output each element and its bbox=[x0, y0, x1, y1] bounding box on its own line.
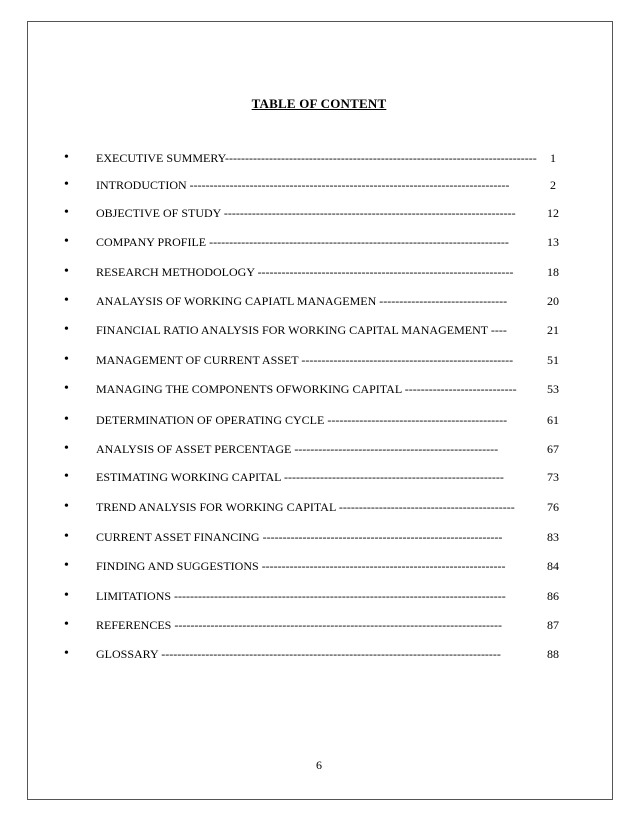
toc-entry-title: EXECUTIVE SUMMERY bbox=[96, 151, 226, 165]
toc-entry-page: 12 bbox=[547, 206, 559, 220]
bullet-icon: • bbox=[64, 558, 69, 573]
bullet-icon: • bbox=[64, 441, 69, 456]
toc-entry bbox=[64, 293, 564, 309]
toc-entry-title: INTRODUCTION bbox=[96, 178, 190, 192]
toc-entry-title: MANAGING THE COMPONENTS OFWORKING CAPITAL bbox=[96, 382, 405, 396]
bullet-icon: • bbox=[64, 293, 69, 308]
toc-entry bbox=[64, 499, 564, 515]
bullet-icon: • bbox=[64, 529, 69, 544]
toc-entry bbox=[64, 264, 564, 280]
toc-entry-line bbox=[96, 234, 551, 250]
toc-entry-page: 1 bbox=[550, 151, 556, 165]
bullet-icon: • bbox=[64, 234, 69, 249]
toc-entry-title: RESEARCH METHODOLOGY bbox=[96, 265, 258, 279]
toc-entry-page: 84 bbox=[547, 559, 559, 573]
toc-entry bbox=[64, 234, 564, 250]
toc-entry bbox=[64, 646, 564, 662]
toc-entry-line bbox=[96, 177, 551, 193]
toc-entry-leader: ---------------------------------------------------------------------------------- bbox=[174, 618, 503, 632]
toc-entry-line bbox=[96, 529, 551, 545]
bullet-icon: • bbox=[64, 412, 69, 427]
toc-entry-leader: -------------------------------------------------------------------------------- bbox=[189, 178, 510, 192]
toc-entry-page: 86 bbox=[547, 589, 559, 603]
toc-entry-line bbox=[96, 441, 551, 457]
toc-entry-leader: ------------------------------------------------------------ bbox=[262, 530, 503, 544]
toc-entry-title: ANALAYSIS OF WORKING CAPIATL MANAGEMEN bbox=[96, 294, 380, 308]
bullet-icon: • bbox=[64, 205, 69, 220]
toc-entry-title: REFERENCES bbox=[96, 618, 175, 632]
toc-entry bbox=[64, 529, 564, 545]
bullet-icon: • bbox=[64, 499, 69, 514]
toc-entry-leader: -------------------------------- bbox=[379, 294, 508, 308]
toc-entry-line bbox=[96, 264, 551, 280]
toc-entry bbox=[64, 412, 564, 428]
toc-entry-line bbox=[96, 646, 551, 662]
toc-entry-line bbox=[96, 205, 551, 221]
toc-entry-line bbox=[96, 352, 551, 368]
toc-entry-leader: ---------------------------------------------------------------- bbox=[257, 265, 514, 279]
toc-entry-leader: ------------------------------------------------------------------------------------- bbox=[161, 647, 501, 661]
toc-entry-title: DETERMINATION OF OPERATING CYCLE bbox=[96, 413, 328, 427]
toc-entry-page: 67 bbox=[547, 442, 559, 456]
toc-entry-leader: ---------------------------- bbox=[404, 382, 517, 396]
toc-entry-page: 21 bbox=[547, 323, 559, 337]
toc-entry-line bbox=[96, 150, 551, 166]
bullet-icon: • bbox=[64, 264, 69, 279]
toc-entry-line bbox=[96, 293, 551, 309]
toc-entry-leader: --------------------------------------------- bbox=[327, 413, 508, 427]
bullet-icon: • bbox=[64, 588, 69, 603]
toc-title: TABLE OF CONTENT bbox=[251, 96, 387, 111]
page-border bbox=[27, 21, 613, 800]
toc-entry-leader: ----------------------------------------------------------------------------------- bbox=[174, 589, 506, 603]
toc-entry bbox=[64, 558, 564, 574]
toc-entry-page: 73 bbox=[547, 470, 559, 484]
page-number: 6 bbox=[316, 758, 322, 772]
bullet-icon: • bbox=[64, 646, 69, 661]
toc-entry-line bbox=[96, 469, 551, 485]
bullet-icon: • bbox=[64, 150, 69, 165]
toc-entry-title: ESTIMATING WORKING CAPITAL bbox=[96, 470, 285, 484]
toc-entry-page: 87 bbox=[547, 618, 559, 632]
toc-entry-leader: ---- bbox=[490, 323, 507, 337]
toc-entry-page: 53 bbox=[547, 382, 559, 396]
toc-entry-page: 76 bbox=[547, 500, 559, 514]
toc-entry-title: GLOSSARY bbox=[96, 647, 162, 661]
toc-entry-line bbox=[96, 617, 551, 633]
bullet-icon: • bbox=[64, 352, 69, 367]
toc-entry-page: 2 bbox=[550, 178, 556, 192]
toc-entry bbox=[64, 469, 564, 485]
toc-entry bbox=[64, 381, 564, 397]
toc-entry bbox=[64, 352, 564, 368]
toc-entry-title: TREND ANALYSIS FOR WORKING CAPITAL bbox=[96, 500, 339, 514]
toc-entry-leader: --------------------------------------------------- bbox=[294, 442, 499, 456]
toc-entry bbox=[64, 617, 564, 633]
toc-entry bbox=[64, 441, 564, 457]
toc-entry-title: COMPANY PROFILE bbox=[96, 235, 210, 249]
toc-entry-page: 83 bbox=[547, 530, 559, 544]
toc-entry-page: 51 bbox=[547, 353, 559, 367]
toc-entry bbox=[64, 205, 564, 221]
toc-entry-leader: ------------------------------------------------------------------------------ bbox=[225, 151, 537, 165]
toc-entry-title: FINDING AND SUGGESTIONS bbox=[96, 559, 262, 573]
toc-entry-title: ANALYSIS OF ASSET PERCENTAGE bbox=[96, 442, 295, 456]
bullet-icon: • bbox=[64, 381, 69, 396]
bullet-icon: • bbox=[64, 469, 69, 484]
toc-entry bbox=[64, 150, 564, 166]
toc-entry-page: 18 bbox=[547, 265, 559, 279]
toc-entry-page: 20 bbox=[547, 294, 559, 308]
toc-entry-title: CURRENT ASSET FINANCING bbox=[96, 530, 263, 544]
toc-entry-line bbox=[96, 322, 551, 338]
toc-entry-leader: -------------------------------------------- bbox=[338, 500, 515, 514]
toc-entry bbox=[64, 177, 564, 193]
toc-entry-leader: ------------------------------------------------------------------------- bbox=[223, 206, 516, 220]
toc-entry-page: 13 bbox=[547, 235, 559, 249]
toc-entry-leader: ----------------------------------------------------- bbox=[301, 353, 514, 367]
toc-entry-line bbox=[96, 558, 551, 574]
toc-entry bbox=[64, 322, 564, 338]
toc-entry-title: MANAGEMENT OF CURRENT ASSET bbox=[96, 353, 302, 367]
bullet-icon: • bbox=[64, 177, 69, 192]
toc-entry-line bbox=[96, 499, 551, 515]
toc-entry-title: OBJECTIVE OF STUDY bbox=[96, 206, 224, 220]
toc-entry-leader: --------------------------------------------------------------------------- bbox=[209, 235, 509, 249]
toc-entry-leader: ------------------------------------------------------- bbox=[284, 470, 504, 484]
toc-entry-line bbox=[96, 381, 551, 397]
toc-entry-leader: ------------------------------------------------------------- bbox=[261, 559, 506, 573]
bullet-icon: • bbox=[64, 617, 69, 632]
toc-entry-title: FINANCIAL RATIO ANALYSIS FOR WORKING CAPITAL MANAGEMENT bbox=[96, 323, 491, 337]
toc-entry-line bbox=[96, 588, 551, 604]
toc-entry-line bbox=[96, 412, 551, 428]
toc-entry-page: 88 bbox=[547, 647, 559, 661]
toc-entry-page: 61 bbox=[547, 413, 559, 427]
bullet-icon: • bbox=[64, 322, 69, 337]
toc-entry-title: LIMITATIONS bbox=[96, 589, 175, 603]
toc-entry bbox=[64, 588, 564, 604]
